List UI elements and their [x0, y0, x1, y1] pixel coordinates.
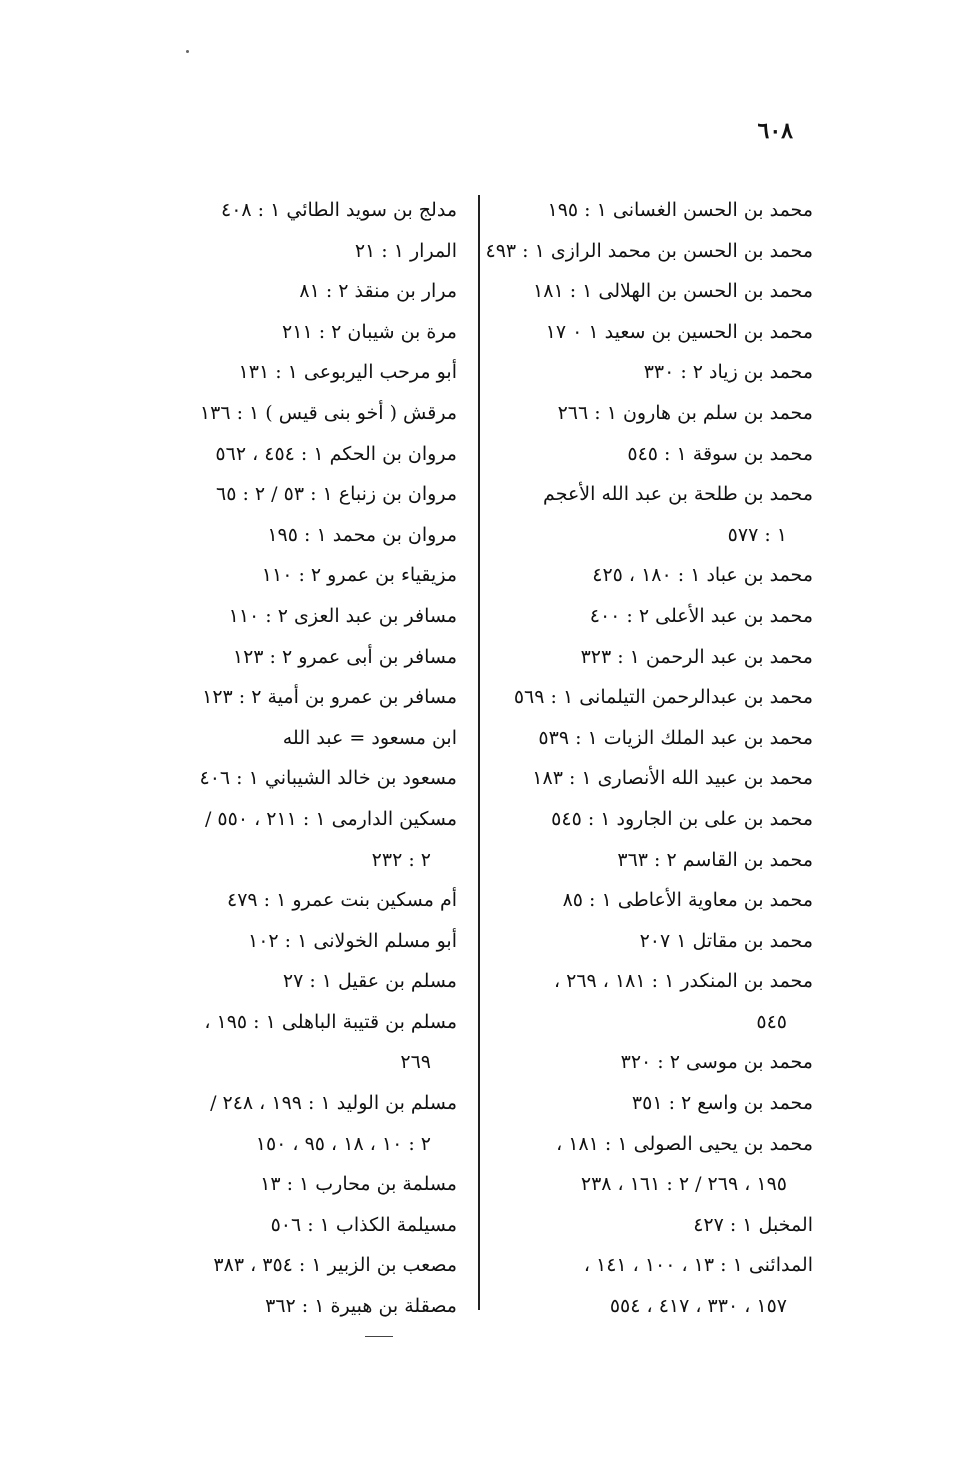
- index-entry-continuation: ١٩٥ ، ٢٦٩ / ٢ : ١٦١ ، ٢٣٨: [580, 1173, 787, 1196]
- index-entry: محمد بن عبدالرحمن التيلمانى ١ : ٥٦٩: [513, 686, 813, 709]
- index-entry: مسعود بن خالد الشيباني ١ : ٤٠٦: [199, 767, 457, 790]
- index-entry: مصقلة بن هبيرة ١ : ٣٦٢: [265, 1295, 457, 1318]
- index-entry: محمد بن عبيد الله الأنصارى ١ : ١٨٣: [532, 767, 813, 790]
- index-entry: مرة بن شيبان ٢ : ٢١١: [282, 320, 457, 343]
- index-entry-continuation: ٢ : ٢٣٢: [371, 848, 431, 871]
- index-entry-continuation: ٥٤٥: [756, 1010, 787, 1033]
- index-entry: محمد بن الحسن بن الهلالى ١ : ١٨١: [533, 280, 813, 303]
- scan-speck: [186, 50, 189, 53]
- index-entry: محمد بن مقاتل ١ ٢٠٧: [639, 929, 813, 952]
- index-entry: محمد بن طلحة بن عبد الله الأعجم: [543, 483, 813, 506]
- index-entry: محمد بن عبد الرحمن ١ : ٣٢٣: [580, 645, 813, 668]
- index-entry: محمد بن القاسم ٢ : ٣٦٣: [617, 848, 813, 871]
- index-entry: محمد بن عبد الأعلى ٢ : ٤٠٠: [589, 604, 813, 627]
- index-entry: مدلج بن سويد الطائي ١ : ٤٠٨: [220, 199, 457, 221]
- index-entry: محمد بن موسى ٢ : ٣٢٠: [620, 1051, 813, 1074]
- index-entry: مسلم بن قتيبة الباهلى ١ : ١٩٥ ،: [204, 1010, 457, 1033]
- index-entry: مسلم بن الوليد ١ : ١٩٩ ، ٢٤٨ /: [210, 1092, 457, 1115]
- index-entry-continuation: ١٥٧ ، ٣٣٠ ، ٤١٧ ، ٥٥٤: [609, 1295, 787, 1318]
- index-entry-continuation: ١ : ٥٧٧: [727, 523, 787, 546]
- index-entry: ابن مسعود = عبد الله: [282, 726, 457, 749]
- index-entry-continuation: ٢٦٩: [400, 1051, 431, 1074]
- index-entry: المخبل ١ : ٤٢٧: [693, 1213, 813, 1236]
- index-entry: مصعب بن الزبير ١ : ٣٥٤ ، ٣٨٣: [213, 1254, 457, 1277]
- index-entry: أبو مرحب اليربوعى ١ : ١٣١: [238, 361, 457, 384]
- index-entry: مسافر بن عمرو بن أمية ٢ : ١٢٣: [202, 686, 457, 709]
- index-entry: مسلمة بن محارب ١ : ١٣: [260, 1173, 457, 1196]
- index-entry: مرار بن منقذ ٢ : ٨١: [299, 280, 457, 303]
- index-entry: محمد بن سوقة ١ : ٥٤٥: [627, 442, 813, 465]
- index-entry: مرقش ( أخو بنى قيس ) ١ : ١٣٦: [199, 401, 457, 424]
- column-divider: [478, 195, 480, 1310]
- index-entry: مسافر بن عبد العزى ٢ : ١١٠: [228, 604, 457, 627]
- index-entry: أم مسكين بنت عمرو ١ : ٤٧٩: [226, 889, 457, 912]
- index-entry: محمد بن معاوية الأعاطى ١ : ٨٥: [562, 889, 813, 912]
- index-entry-continuation: ٢ : ١٠ ، ١٨ ، ٩٥ ، ١٥٠: [255, 1132, 431, 1155]
- index-entry: المرار ١ : ٢١: [354, 239, 457, 262]
- index-entry: مروان بن محمد ١ : ١٩٥: [267, 523, 457, 546]
- index-entry: محمد بن عباد ١ : ١٨٠ ، ٤٢٥: [592, 564, 813, 587]
- index-entry: محمد بن عبد الملك الزيات ١ : ٥٣٩: [538, 726, 813, 749]
- index-entry: مسلم بن عقيل ١ : ٢٧: [282, 970, 457, 993]
- index-entry: مسكين الدارمى ١ : ٢١١ ، ٥٥٠ /: [204, 807, 457, 830]
- index-entry: محمد بن زياد ٢ : ٣٣٠: [643, 361, 813, 384]
- index-entry: مروان بن زنباع ١ : ٥٣ / ٢ : ٦٥: [216, 483, 457, 506]
- index-entry: أبو مسلم الخولانى ١ : ١٠٢: [248, 929, 457, 952]
- index-column-left: [140, 190, 457, 1327]
- index-entry: محمد بن واسع ٢ : ٣٥١: [631, 1092, 813, 1115]
- index-entry: محمد بن الحسن بن محمد الرازى ١ : ٤٩٣: [485, 239, 813, 262]
- index-entry: محمد بن المنكدر ١ : ١٨١ ، ٢٦٩ ،: [553, 970, 813, 993]
- index-entry: المدائنى ١ : ١٣ ، ١٠٠ ، ١٤١ ،: [583, 1254, 813, 1277]
- index-column-right: [485, 190, 813, 1327]
- index-entry: محمد بن الحسين بن سعيد ١ ٠ ١٧: [545, 320, 813, 343]
- index-entry: محمد بن سلم بن هارون ١ : ٢٦٦: [557, 401, 813, 424]
- index-entry: محمد بن الحسن الغسانى ١ : ١٩٥: [547, 199, 813, 221]
- page-number: ٦٠٨: [757, 118, 793, 144]
- bottom-rule: [365, 1336, 393, 1337]
- index-entry: مسافر بن أبى عمرو ٢ : ١٢٣: [232, 645, 457, 668]
- index-entry: مروان بن الحكم ١ : ٤٥٤ ، ٥٦٢: [215, 442, 457, 465]
- index-entry: محمد بن على بن الجارود ١ : ٥٤٥: [551, 807, 813, 830]
- index-entry: محمد بن يحيى الصولى ١ : ١٨١ ،: [556, 1132, 813, 1155]
- index-entry: مزيقياء بن عمرو ٢ : ١١٠: [261, 564, 457, 587]
- index-entry: مسيلمة الكذاب ١ : ٥٠٦: [270, 1213, 457, 1236]
